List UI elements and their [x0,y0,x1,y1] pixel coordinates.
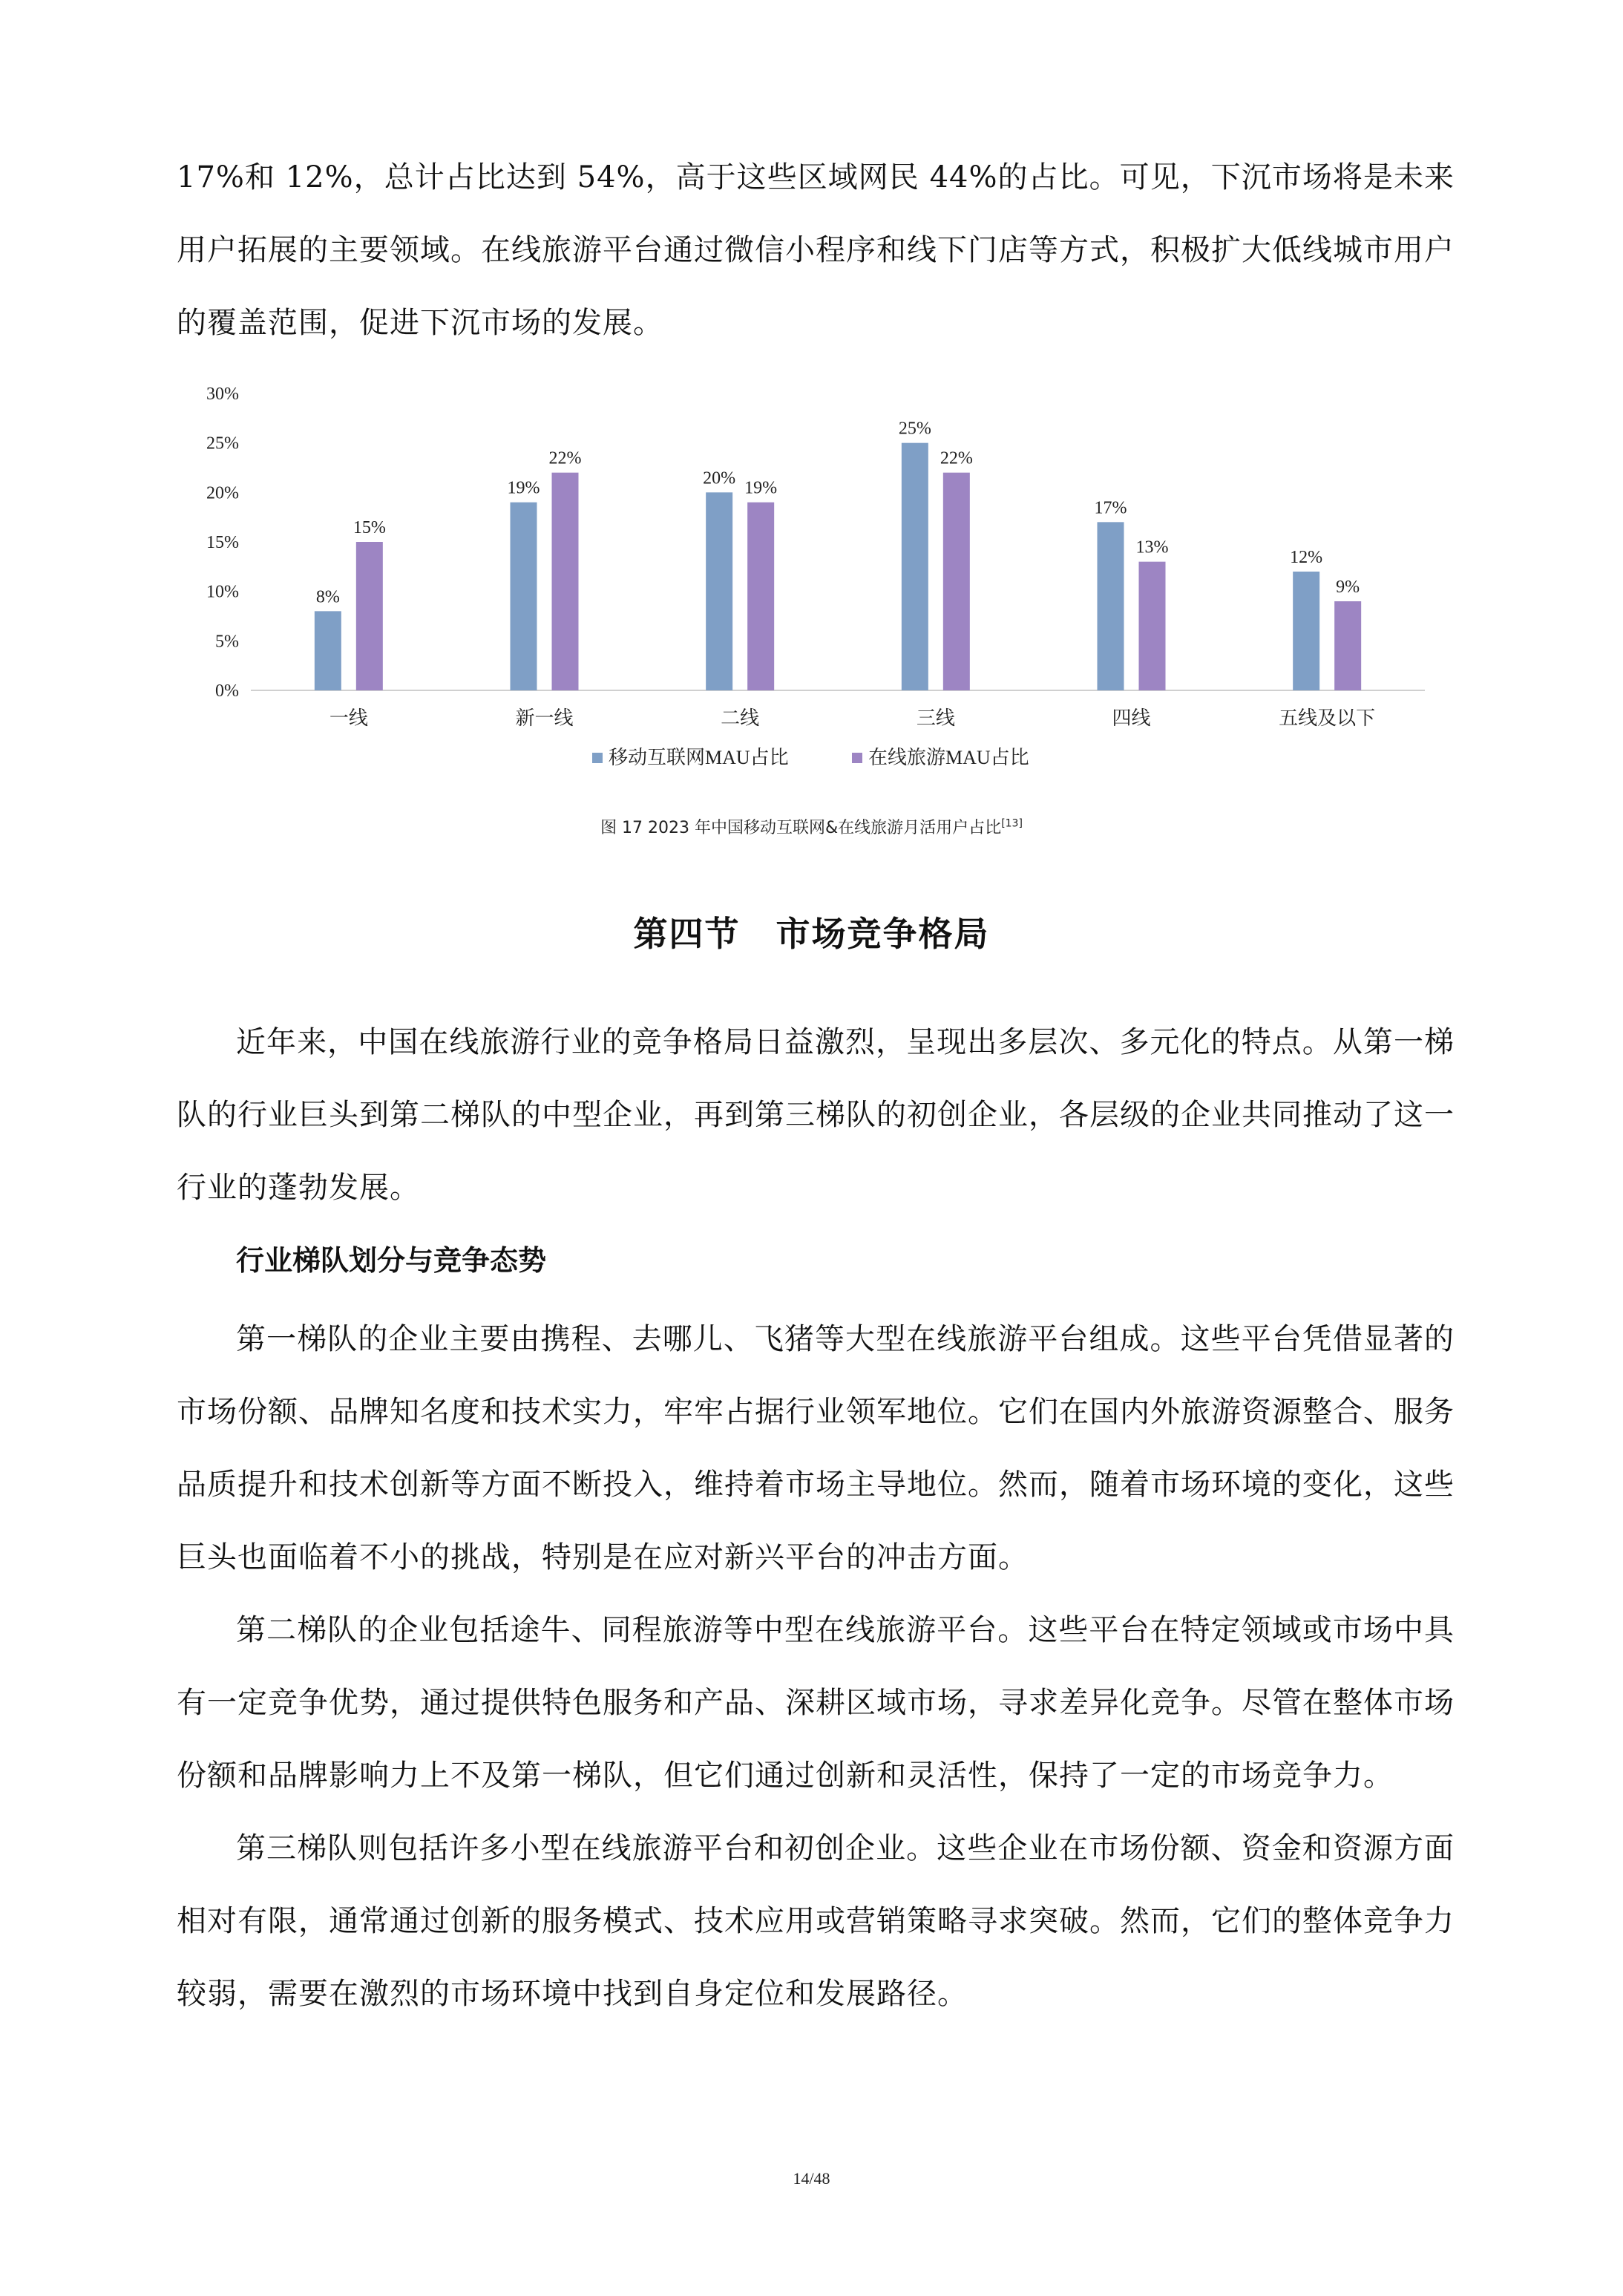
bar-mobile-0 [315,611,341,690]
x-tick-label: 三线 [916,707,955,729]
chart-legend [592,747,1029,768]
bar-value-label: 17% [1094,498,1127,518]
bar-travel-3 [943,473,970,690]
bar-mobile-5 [1293,572,1319,690]
bar-travel-0 [356,542,383,690]
bar-mobile-1 [511,503,537,690]
x-tick-label: 四线 [1112,707,1151,729]
bar-travel-2 [747,503,774,690]
legend-label: 移动互联网MAU占比 [609,747,789,768]
y-tick-label: 15% [206,533,239,552]
bar-value-label: 8% [315,587,340,607]
figure-caption-text: 图 17 2023 年中国移动互联网&在线旅游月活用户占比 [600,819,1002,837]
legend-label: 在线旅游MAU占比 [868,747,1029,768]
section-title: 第四节 市场竞争格局 [633,914,990,954]
y-tick-label: 25% [206,434,239,454]
sub-heading: 行业梯队划分与竞争态势 [236,1244,547,1277]
bar-value-label: 22% [940,448,973,468]
bar-travel-4 [1139,562,1166,690]
bar-value-label: 9% [1336,578,1360,597]
intro-paragraph: 17%和 12%，总计占比达到 54%，高于这些区域网民 44%的占比。可见，下沉市场将是未来用户拓展的主要领域。在线旅游平台通过微信小程序和线下门店等方式，积极扩大低线城市用户的覆盖范围，促进下沉市场的发展。 [177,160,1455,340]
figure-caption [0,815,1623,838]
y-tick-label: 20% [206,483,239,503]
y-tick-label: 30% [206,385,239,404]
x-tick-label: 新一线 [515,707,574,729]
legend-swatch [592,753,603,763]
bar-mobile-2 [706,492,732,690]
bar-mobile-4 [1098,522,1124,690]
y-tick-label: 10% [206,582,239,602]
bar-mobile-3 [902,443,928,690]
body-paragraph-1: 近年来，中国在线旅游行业的竞争格局日益激烈，呈现出多层次、多元化的特点。从第一梯队的行业巨头到第二梯队的中型企业，再到第三梯队的初创企业，各层级的企业共同推动了这一行业的蓬勃发展。 [177,1025,1455,1205]
x-tick-label: 一线 [329,707,368,729]
page-number: 14/48 [793,2169,830,2188]
figure-caption-ref: [13] [1001,817,1023,830]
mau-bar-chart [177,371,1455,802]
bar-value-label: 25% [898,419,931,439]
chart-svg [177,371,1455,802]
x-tick-label: 二线 [721,707,760,729]
body-paragraph-4: 第三梯队则包括许多小型在线旅游平台和初创企业。这些企业在市场份额、资金和资源方面相对有限，通常通过创新的服务模式、技术应用或营销策略寻求突破。然而，它们的整体竞争力较弱，需要在激烈的市场环境中找到自身定位和发展路径。 [177,1831,1455,2011]
bar-value-label: 20% [703,468,736,488]
bar-value-label: 12% [1290,548,1323,567]
y-axis-ticks [206,385,239,701]
y-tick-label: 0% [215,681,239,701]
x-tick-label: 五线及以下 [1279,707,1376,729]
body-paragraph-3: 第二梯队的企业包括途牛、同程旅游等中型在线旅游平台。这些平台在特定领域或市场中具有一定竞争优势，通过提供特色服务和产品、深耕区域市场，寻求差异化竞争。尽管在整体市场份额和品牌影响力上不及第一梯队，但它们通过创新和灵活性，保持了一定的市场竞争力。 [177,1613,1455,1793]
bar-value-label: 15% [353,518,386,537]
y-tick-label: 5% [215,632,239,652]
x-axis-labels [329,707,1375,729]
body-paragraph-2: 第一梯队的企业主要由携程、去哪儿、飞猪等大型在线旅游平台组成。这些平台凭借显著的市场份额、品牌知名度和技术实力，牢牢占据行业领军地位。它们在国内外旅游资源整合、服务品质提升和技术创新等方面不断投入，维持着市场主导地位。然而，随着市场环境的变化，这些巨头也面临着不小的挑战，特别是在应对新兴平台的冲击方面。 [177,1322,1455,1574]
bar-value-label: 22% [548,448,582,468]
bar-travel-5 [1334,601,1361,690]
bar-value-label: 13% [1135,537,1169,557]
bar-value-label: 19% [507,478,540,498]
legend-swatch [852,753,862,763]
bars-group [315,419,1361,690]
bar-value-label: 19% [744,478,778,498]
bar-travel-1 [552,473,579,690]
